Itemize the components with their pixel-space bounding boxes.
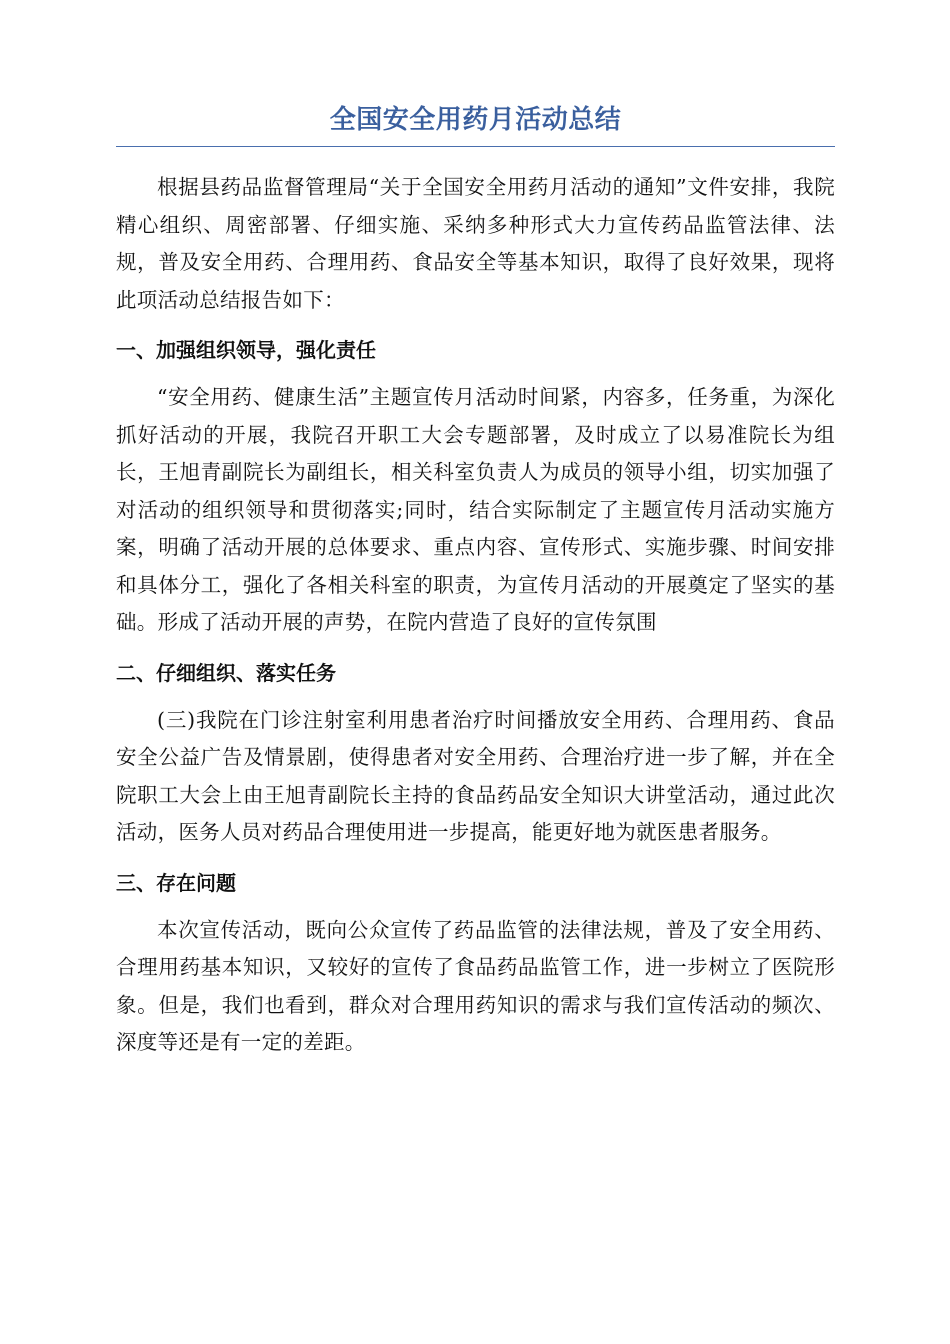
document-title: 全国安全用药月活动总结 <box>329 105 622 135</box>
title-underline <box>116 146 835 147</box>
intro-paragraph: 根据县药品监督管理局“关于全国安全用药月活动的通知”文件安排，我院精心组织、周密部署、仔细实施、采纳多种形式大力宣传药品监管法律、法规，普及安全用药、合理用药、食品安全等基本知识，取得了良好效果，现将此项活动总结报告如下： <box>116 175 835 312</box>
section-3-body: 本次宣传活动，既向公众宣传了药品监管的法律法规，普及了安全用药、合理用药基本知识，又较好的宣传了食品药品监管工作，进一步树立了医院形象。但是，我们也看到，群众对合理用药知识的需求与我们宣传活动的频次、深度等还是有一定的差距。 <box>116 917 835 1054</box>
section-1-body: “安全用药、健康生活”主题宣传月活动时间紧，内容多，任务重，为深化抓好活动的开展，我院召开职工大会专题部署，及时成立了以易准院长为组长，王旭青副院长为副组长，相关科室负责人为成员的领导小组，切实加强了对活动的组织领导和贯彻落实;同时，结合实际制定了主题宣传月活动实施方案，明确了活动开展的总体要求、重点内容、宣传形式、实施步骤、时间安排和具体分工，强化了各相关科室的职责，为宣传月活动的开展奠定了坚实的基础。形成了活动开展的声势，在院内营造了良好的宣传氛围 <box>116 385 835 634</box>
section-2-body: (三)我院在门诊注射室利用患者治疗时间播放安全用药、合理用药、食品安全公益广告及情景剧，使得患者对安全用药、合理治疗进一步了解，并在全院职工大会上由王旭青副院长主持的食品药品安全知识大讲堂活动，通过此次活动，医务人员对药品合理使用进一步提高，能更好地为就医患者服务。 <box>116 707 835 844</box>
section-3-heading: 三、存在问题 <box>116 870 236 895</box>
document-page <box>116 100 835 1062</box>
section-1-heading: 一、加强组织领导，强化责任 <box>116 338 376 362</box>
section-2-heading: 二、仔细组织、落实任务 <box>116 660 336 685</box>
